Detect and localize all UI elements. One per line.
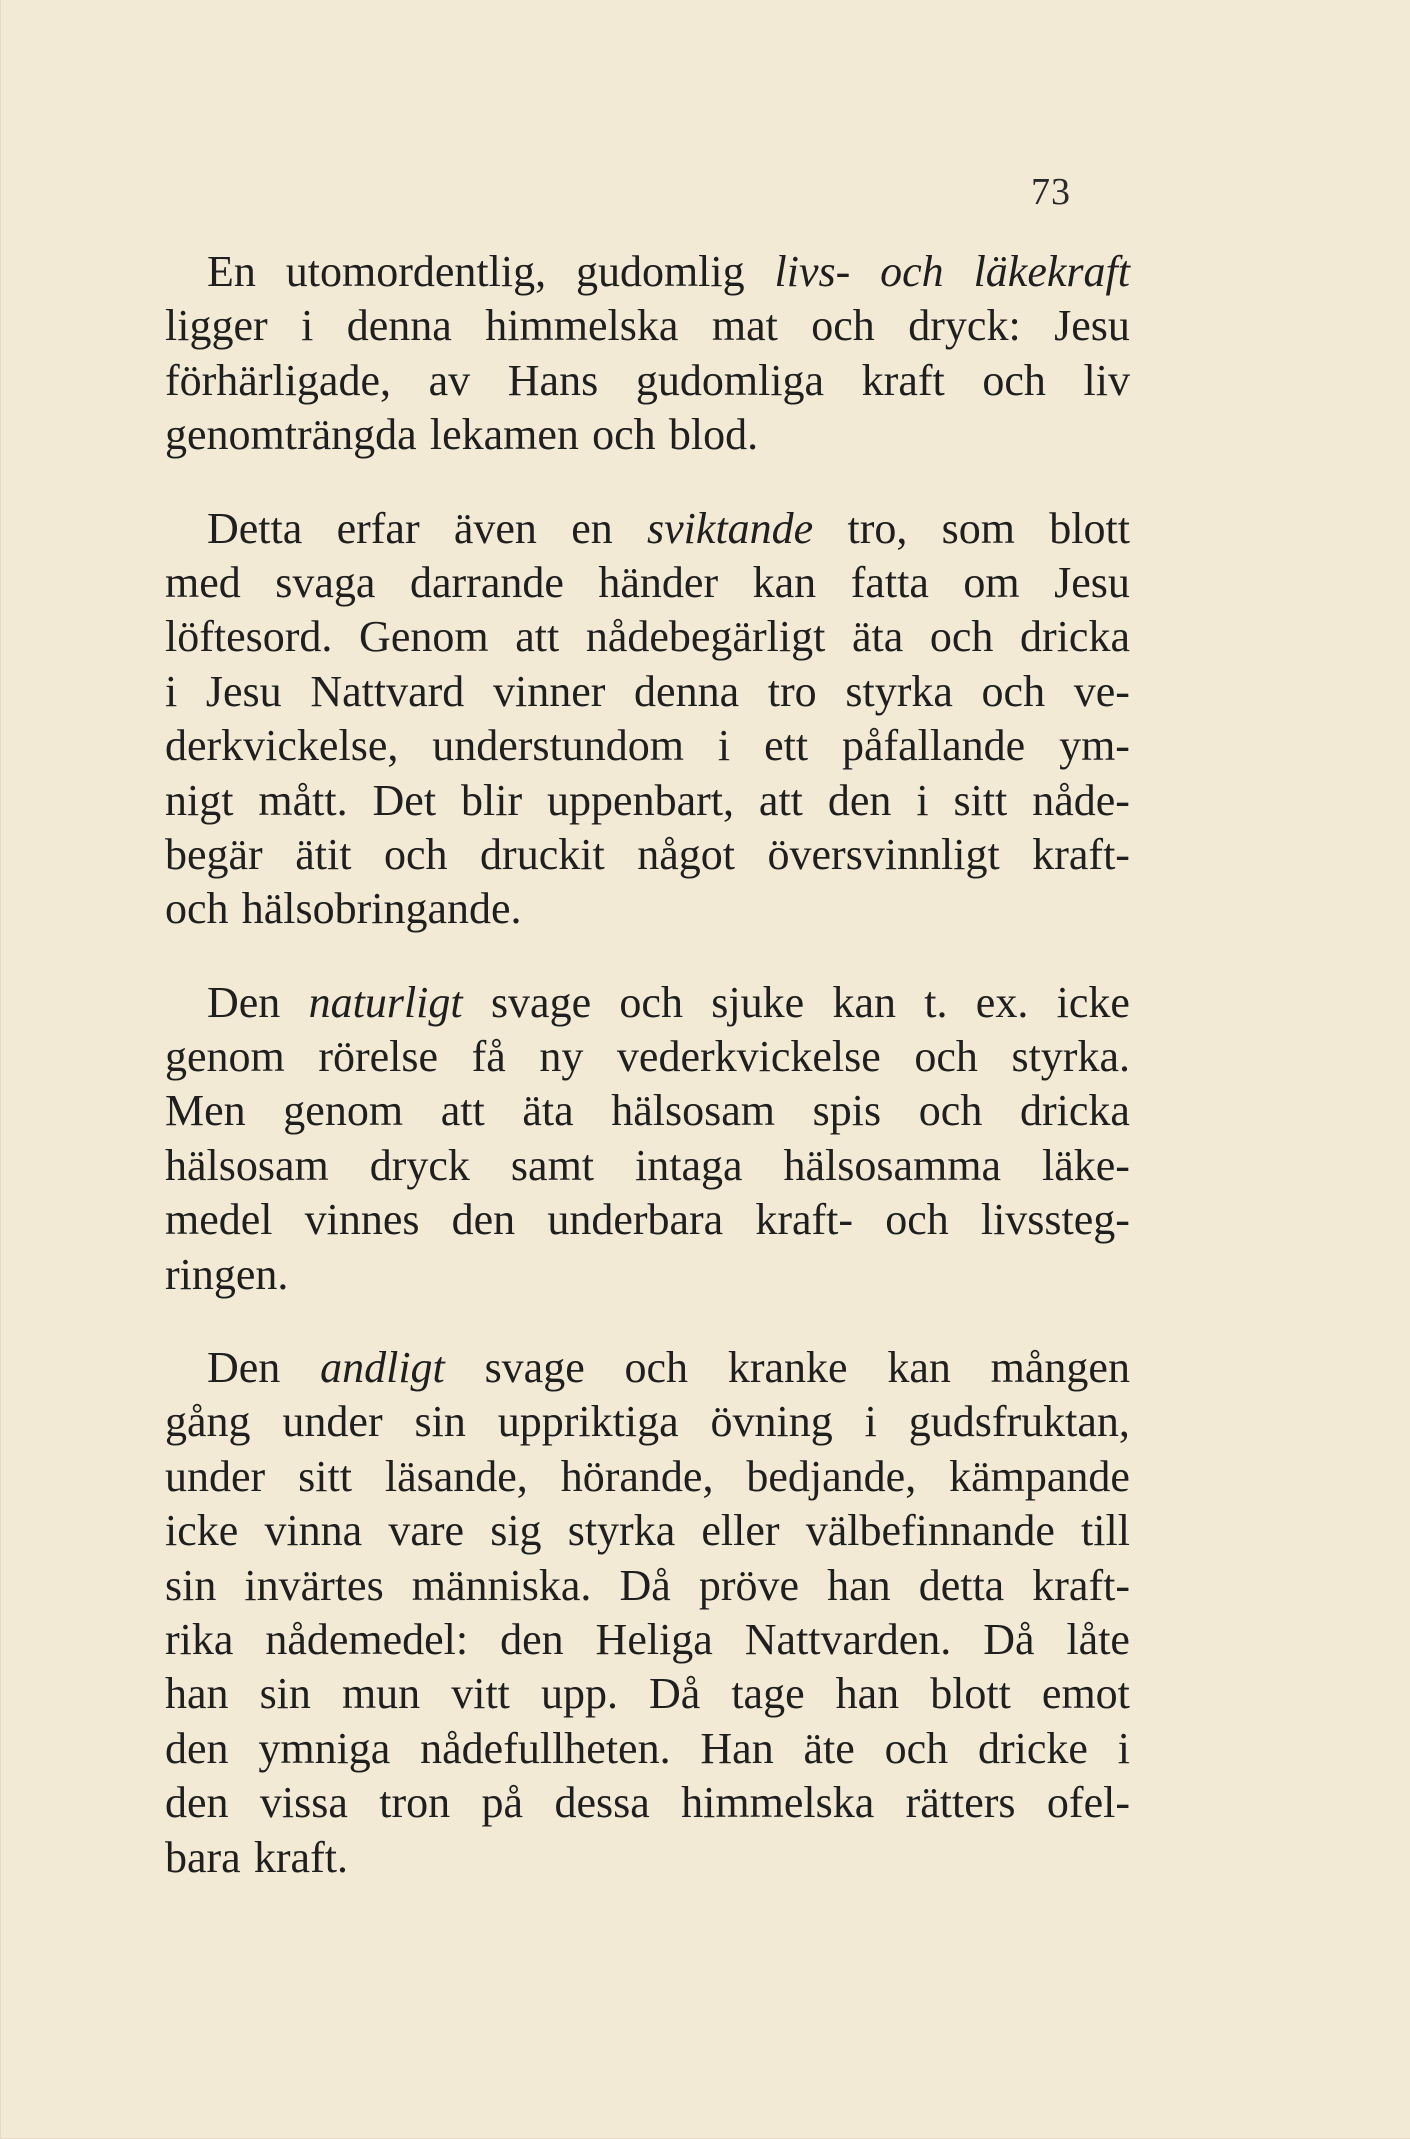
italic-word: andligt — [320, 1343, 445, 1393]
paragraph — [165, 976, 1130, 1302]
text-line — [165, 1030, 1130, 1084]
word: sin — [414, 1397, 466, 1447]
word: hälsosam — [165, 1140, 329, 1190]
word: blott — [930, 1669, 1011, 1719]
word: livssteg- — [980, 1195, 1130, 1245]
italic-word: sviktande — [647, 503, 814, 553]
word: mången — [990, 1343, 1130, 1393]
word: påfallande — [841, 721, 1026, 771]
word: få — [471, 1032, 506, 1082]
word: spis — [812, 1086, 882, 1136]
word: vinnes — [304, 1195, 420, 1245]
word: och — [914, 1032, 978, 1082]
word: han — [835, 1669, 900, 1719]
word: löftesord. — [165, 612, 333, 662]
word: vederkvickelse — [616, 1032, 881, 1082]
word: emot — [1041, 1669, 1130, 1719]
word: ofel- — [1046, 1778, 1130, 1828]
word: och — [619, 977, 683, 1027]
word: svaga — [275, 557, 376, 607]
text-line — [165, 1722, 1130, 1776]
word: hälsosam — [611, 1086, 776, 1136]
paragraph — [165, 245, 1130, 463]
word: den — [165, 1778, 229, 1828]
word: och — [592, 410, 656, 460]
word: hälsosamma — [783, 1140, 1002, 1190]
text-line — [165, 1395, 1130, 1449]
word: tro — [767, 666, 817, 716]
word: översvinnligt — [767, 829, 1000, 879]
word: vare — [388, 1506, 465, 1556]
word: En — [207, 247, 256, 296]
text-line — [165, 1613, 1130, 1667]
word: den — [500, 1614, 564, 1664]
word: styrka. — [1011, 1032, 1130, 1082]
text-line — [165, 774, 1130, 828]
word: ymniga — [258, 1723, 391, 1773]
text-line — [165, 1831, 1130, 1885]
word: lekamen — [429, 410, 579, 460]
word: pröve — [698, 1560, 800, 1610]
text-line — [165, 556, 1130, 610]
word: kranke — [727, 1343, 848, 1393]
word: himmelska — [485, 301, 679, 351]
word: Hans — [507, 355, 599, 405]
word: icke — [165, 1506, 239, 1556]
word: och — [383, 829, 448, 879]
word: Jesu — [205, 666, 282, 716]
word: sitt — [953, 775, 1008, 825]
paragraph — [165, 502, 1130, 937]
word: detta — [918, 1560, 1005, 1610]
word: i — [864, 1397, 877, 1447]
word: som — [941, 503, 1016, 553]
word: himmelska — [681, 1778, 875, 1828]
page-number: 73 — [1031, 171, 1071, 213]
text-line — [165, 976, 1130, 1030]
text-line — [165, 1341, 1130, 1395]
italic-word: naturligt — [308, 977, 463, 1027]
word: mat — [711, 301, 778, 351]
text-line — [165, 354, 1130, 408]
word: nådefullheten. — [420, 1723, 671, 1773]
word: kraft — [861, 355, 945, 405]
text-line — [165, 408, 1130, 462]
word: ny — [539, 1032, 584, 1082]
word: nigt — [165, 775, 234, 825]
text-line — [165, 882, 1130, 936]
word: av — [428, 355, 471, 405]
word: äte — [803, 1723, 855, 1773]
word: blott — [1049, 503, 1130, 553]
word: bedjande, — [746, 1451, 917, 1501]
word: vitt — [451, 1669, 510, 1719]
word: övning — [710, 1397, 833, 1447]
text-line — [165, 502, 1130, 556]
word: ett — [764, 721, 809, 771]
word: ve- — [1073, 666, 1130, 716]
word: darrande — [409, 557, 564, 607]
word: blir — [461, 775, 523, 825]
word: Genom — [359, 612, 489, 662]
word: Den — [207, 977, 281, 1027]
word: dessa — [554, 1778, 650, 1828]
text-line — [165, 1559, 1130, 1613]
word: Då — [648, 1669, 701, 1719]
word: i — [165, 666, 178, 716]
paragraph-gap — [165, 937, 1130, 976]
italic-word: livs- — [774, 247, 851, 296]
text-line — [165, 1084, 1130, 1138]
word: genomträngda — [165, 410, 417, 460]
word: med — [165, 557, 241, 607]
word: Det — [372, 775, 437, 825]
word: nådemedel: — [265, 1614, 469, 1664]
word: kraft- — [1032, 829, 1130, 879]
word: och — [982, 355, 1046, 405]
word: vinner — [492, 666, 606, 716]
word: druckit — [480, 829, 605, 879]
word: Då — [619, 1560, 671, 1610]
text-line — [165, 828, 1130, 882]
word: uppriktiga — [497, 1397, 679, 1447]
word: den — [451, 1195, 516, 1245]
word: ringen. — [165, 1249, 289, 1299]
word: Heliga — [595, 1614, 713, 1664]
word: genom — [165, 1032, 285, 1082]
word: t. — [924, 977, 948, 1027]
word: vissa — [259, 1778, 348, 1828]
word: Han — [700, 1723, 774, 1773]
word: kämpande — [949, 1451, 1130, 1501]
word: han — [165, 1669, 229, 1719]
text-line — [165, 719, 1130, 773]
word: bara — [165, 1832, 241, 1882]
word: och — [884, 1723, 949, 1773]
word: ligger — [165, 301, 268, 351]
text-line — [165, 1504, 1130, 1558]
word: under — [282, 1397, 383, 1447]
word: hälsobringande. — [241, 884, 522, 934]
text-line — [165, 299, 1130, 353]
word: icke — [1056, 977, 1130, 1027]
text-line — [165, 665, 1130, 719]
word: kan — [752, 557, 817, 607]
word: sin — [165, 1560, 217, 1610]
word: ex. — [975, 977, 1029, 1027]
word: den — [827, 775, 892, 825]
word: dricka — [1020, 612, 1130, 662]
word: i — [1117, 1723, 1130, 1773]
word: kan — [887, 1343, 951, 1393]
word: upp. — [540, 1669, 618, 1719]
word: tron — [379, 1778, 451, 1828]
word: eller — [701, 1506, 780, 1556]
paragraph — [165, 1341, 1130, 1885]
word: välbefinnande — [805, 1506, 1055, 1556]
text-line — [165, 1776, 1130, 1830]
word: sin — [259, 1669, 311, 1719]
word: gudsfruktan, — [908, 1397, 1130, 1447]
text-line — [165, 1450, 1130, 1504]
word: och — [811, 301, 875, 351]
word: fatta — [850, 557, 929, 607]
word: i — [717, 721, 731, 771]
word: mått. — [258, 775, 348, 825]
word: läke- — [1042, 1140, 1130, 1190]
word: att — [440, 1086, 485, 1136]
word: även — [453, 503, 537, 553]
word: på — [481, 1778, 524, 1828]
word: Men — [165, 1086, 246, 1136]
word: dryck — [369, 1140, 470, 1190]
word: Jesu — [1054, 301, 1130, 351]
text-line — [165, 245, 1130, 299]
word: Detta — [207, 503, 303, 553]
text-line — [165, 1667, 1130, 1721]
word: läsande, — [384, 1451, 528, 1501]
word: något — [637, 829, 735, 879]
word: förhärligade, — [165, 355, 391, 405]
word: att — [758, 775, 803, 825]
word: styrka — [845, 666, 953, 716]
word: erfar — [336, 503, 420, 553]
word: människa. — [411, 1560, 592, 1610]
word: rätters — [905, 1778, 1016, 1828]
word: äta — [522, 1086, 574, 1136]
word: denna — [346, 301, 452, 351]
word: äta — [851, 612, 904, 662]
text-line — [165, 1193, 1130, 1247]
word: i — [916, 775, 929, 825]
word: och — [929, 612, 994, 662]
word: gång — [165, 1397, 251, 1447]
word: derkvickelse, — [165, 721, 399, 771]
word: liv — [1083, 355, 1130, 405]
text-line — [165, 1139, 1130, 1193]
text-line — [165, 610, 1130, 664]
word: hörande, — [560, 1451, 714, 1501]
word: sjuke — [711, 977, 805, 1027]
word: Nattvard — [310, 666, 465, 716]
word: svage — [490, 977, 592, 1027]
word: och — [918, 1086, 983, 1136]
word: rörelse — [318, 1032, 439, 1082]
word: sig — [490, 1506, 542, 1556]
word: dryck: — [908, 301, 1021, 351]
word: nådebegärligt — [585, 612, 826, 662]
word: gudomlig — [575, 247, 745, 296]
word: invärtes — [244, 1560, 384, 1610]
word: begär — [165, 829, 263, 879]
word: kraft- — [755, 1195, 854, 1245]
word: Den — [207, 1343, 281, 1393]
word: samt — [510, 1140, 595, 1190]
word: medel — [165, 1195, 273, 1245]
word: dricke — [977, 1723, 1088, 1773]
word: utomordentlig, — [285, 247, 547, 296]
word: tro, — [847, 503, 908, 553]
word: kraft- — [1032, 1560, 1130, 1610]
word: denna — [634, 666, 740, 716]
word: Jesu — [1054, 557, 1130, 607]
italic-word: läkekraft — [973, 247, 1130, 296]
word: under — [165, 1451, 266, 1501]
word: Nattvarden. — [744, 1614, 952, 1664]
word: i — [301, 301, 314, 351]
word: till — [1081, 1506, 1130, 1556]
word: dricka — [1019, 1086, 1130, 1136]
word: att — [515, 612, 560, 662]
word: rika — [165, 1614, 234, 1664]
word: blod. — [668, 410, 759, 460]
word: och — [624, 1343, 689, 1393]
word: han — [827, 1560, 891, 1610]
word: ätit — [295, 829, 352, 879]
word: svage — [484, 1343, 585, 1393]
word: låte — [1066, 1614, 1130, 1664]
paragraph-gap — [165, 463, 1130, 502]
word: mun — [341, 1669, 421, 1719]
word: och — [885, 1195, 949, 1245]
word: den — [165, 1723, 229, 1773]
word: kraft. — [253, 1832, 348, 1882]
word: Då — [983, 1614, 1035, 1664]
word: tage — [731, 1669, 805, 1719]
word: gudomliga — [635, 355, 825, 405]
word: en — [571, 503, 613, 553]
paragraph-gap — [165, 1302, 1130, 1341]
body-text — [165, 245, 1130, 1885]
word: nåde- — [1032, 775, 1130, 825]
word: händer — [598, 557, 719, 607]
text-line — [165, 1248, 1130, 1302]
word: genom — [283, 1086, 404, 1136]
word: kan — [832, 977, 896, 1027]
italic-word: och — [880, 247, 944, 296]
word: och — [981, 666, 1046, 716]
word: vinna — [264, 1506, 363, 1556]
word: intaga — [635, 1140, 743, 1190]
word: uppenbart, — [547, 775, 734, 825]
word: underbara — [547, 1195, 724, 1245]
word: ym- — [1059, 721, 1130, 771]
word: om — [963, 557, 1020, 607]
word: styrka — [567, 1506, 676, 1556]
word: och — [165, 884, 229, 934]
word: understundom — [432, 721, 685, 771]
word: sitt — [298, 1451, 352, 1501]
